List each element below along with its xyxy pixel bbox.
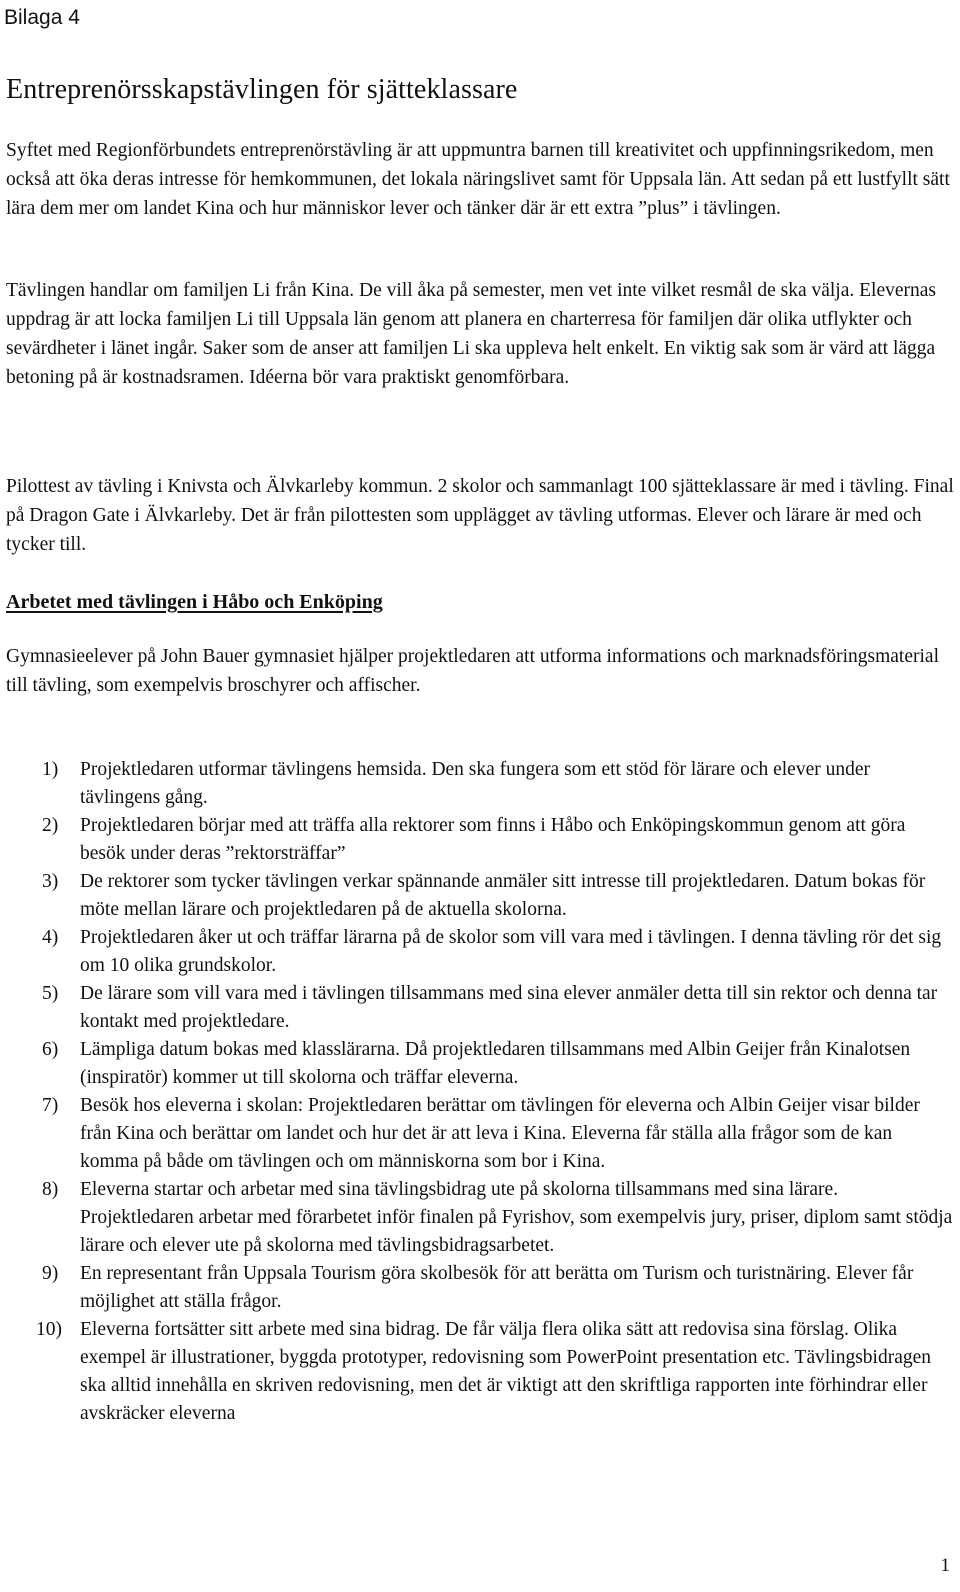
list-item	[6, 1092, 954, 1176]
step-text: Projektledaren åker ut och träffar lärarna på de skolor som vill vara med i tävlingen. I denna tävling rör det sig om 10 olika grundskolor.	[80, 927, 942, 976]
step-number: 5)	[42, 983, 59, 1004]
step-list	[6, 756, 954, 1428]
step-number: 2)	[42, 815, 59, 836]
step-text: Projektledaren utformar tävlingens hemsida. Den ska fungera som ett stöd för lärare och elever under tävlingens gång.	[80, 759, 871, 808]
intro-paragraph-purpose: Syftet med Regionförbundets entreprenörstävling är att uppmuntra barnen till kreativitet och uppfinningsrikedom, men också att öka deras intresse för hemkommunen, det lokala näringslivet samt för Uppsala län. Att sedan på ett lustfyllt sätt lära dem mer om landet Kina och hur människor lever och tänker där är ett extra ”plus” i tävlingen.	[6, 140, 950, 219]
step-text: Projektledaren börjar med att träffa alla rektorer som finns i Håbo och Enköpingskommun genom att göra besök under deras ”rektorsträffar”	[80, 815, 906, 864]
step-text: Eleverna startar och arbetar med sina tävlingsbidrag ute på skolorna tillsammans med sina lärare. Projektledaren arbetar med förarbetet inför finalen på Fyrishov, som exempelvis jury, priser, diplom samt stödja lärare och elever ute på skolorna med tävlingsbidragsarbetet.	[80, 1179, 953, 1256]
list-item	[6, 812, 954, 868]
step-text: De lärare som vill vara med i tävlingen tillsammans med sina elever anmäler detta till sin rektor och denna tar kontakt med projektledare.	[80, 983, 938, 1032]
step-text: En representant från Uppsala Tourism göra skolbesök för att berätta om Turism och turistnäring. Elever får möjlighet att ställa frågor.	[80, 1263, 914, 1312]
step-number: 4)	[42, 927, 59, 948]
intro-paragraph-pilot: Pilottest av tävling i Knivsta och Älvkarleby kommun. 2 skolor och sammanlagt 100 sjätteklassare är med i tävling. Final på Dragon Gate i Älvkarleby. Det är från pilottesten som upplägget av tävling utformas. Elever och lärare är med och tycker till.	[6, 476, 954, 555]
step-number: 6)	[42, 1039, 59, 1060]
section-heading: Arbetet med tävlingen i Håbo och Enköping	[6, 591, 383, 613]
step-number: 10)	[36, 1319, 62, 1340]
step-number: 7)	[42, 1095, 59, 1116]
document-title: Entreprenörsskapstävlingen för sjätteklassare	[6, 74, 518, 105]
page-number: 1	[940, 1555, 950, 1576]
list-item	[6, 868, 954, 924]
list-item	[6, 1316, 954, 1428]
list-item	[6, 1260, 954, 1316]
list-item	[6, 756, 954, 812]
list-item	[6, 1036, 954, 1092]
appendix-label: Bilaga 4	[4, 6, 80, 29]
step-number: 1)	[42, 759, 59, 780]
intro-paragraph-competition: Tävlingen handlar om familjen Li från Kina. De vill åka på semester, men vet inte vilket resmål de ska välja. Elevernas uppdrag är att locka familjen Li till Uppsala län genom att planera en charterresa för familjen där olika utflykter och sevärdheter i länet ingår. Saker som de anser att familjen Li ska uppleva helt enkelt. En viktig sak som är värd att lägga betoning på är kostnadsramen. Idéerna bör vara praktiskt genomförbara.	[6, 280, 937, 388]
list-item	[6, 1176, 954, 1260]
step-number: 9)	[42, 1263, 59, 1284]
step-text: Eleverna fortsätter sitt arbete med sina bidrag. De får välja flera olika sätt att redovisa sina förslag. Olika exempel är illustrationer, byggda prototyper, redovisning som PowerPoint presentation etc. Tävlingsbidragen ska alltid innehålla en skriven redovisning, men det är viktigt att den skriftliga rapporten inte förhindrar eller avskräcker eleverna	[80, 1319, 932, 1424]
step-number: 3)	[42, 871, 59, 892]
step-text: Lämpliga datum bokas med klasslärarna. Då projektledaren tillsammans med Albin Geijer från Kinalotsen (inspiratör) kommer ut till skolorna och träffar eleverna.	[80, 1039, 911, 1088]
section-paragraph: Gymnasieelever på John Bauer gymnasiet hjälper projektledaren att utforma informations och marknadsföringsmaterial till tävling, som exempelvis broschyrer och affischer.	[6, 646, 939, 696]
list-item	[6, 980, 954, 1036]
step-text: De rektorer som tycker tävlingen verkar spännande anmäler sitt intresse till projektledaren. Datum bokas för möte mellan lärare och projektledaren på de aktuella skolorna.	[80, 871, 926, 920]
step-number: 8)	[42, 1179, 59, 1200]
list-item	[6, 924, 954, 980]
step-text: Besök hos eleverna i skolan: Projektledaren berättar om tävlingen för eleverna och Albin Geijer visar bilder från Kina och berättar om landet och hur det är att leva i Kina. Eleverna får ställa alla frågor som de kan komma på både om tävlingen och om människorna som bor i Kina.	[80, 1095, 920, 1172]
